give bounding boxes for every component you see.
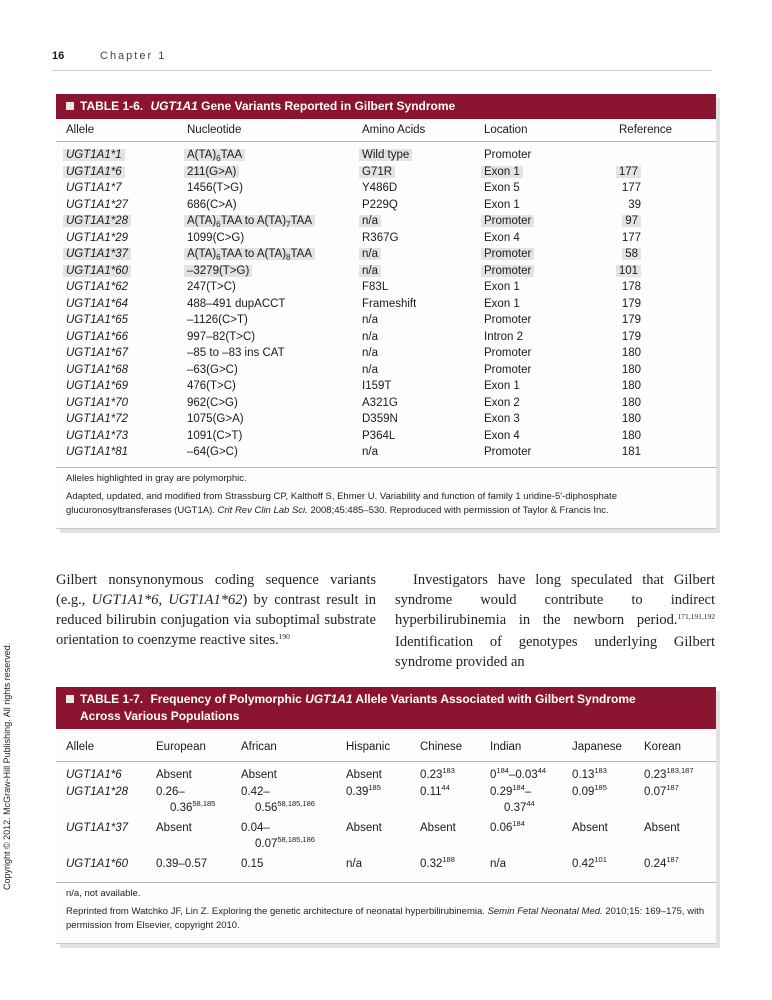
square-bullet-icon: [66, 695, 74, 703]
column-header: Indian: [490, 741, 522, 753]
african-cell: 0.04–: [241, 822, 270, 834]
african-cell: 0.56$^{58,185,186}$: [255, 799, 315, 814]
body-text-left: Gilbert nonsynonymous coding sequence variants (e.g., UGT1A1*6, UGT1A1*62) by contrast result in reduced bilirubin conjugation via suboptimal substrate orientation to coenzyme reactive sites.$^{190}$: [56, 572, 377, 648]
nucleotide-cell: –3279(T>G): [184, 265, 252, 277]
amino-acid-cell: n/a: [359, 215, 381, 227]
amino-acid-cell: Frameshift: [362, 297, 417, 310]
reference-cell: 177: [616, 166, 641, 178]
european-cell: 0.39–0.57: [156, 858, 208, 870]
japanese-cell: 0.09$^{185}$: [572, 783, 607, 798]
amino-acid-cell: P364L: [362, 429, 396, 442]
amino-acid-cell: n/a: [362, 347, 378, 359]
column-header: Allele: [66, 741, 95, 753]
table-row: [56, 856, 716, 878]
table-row: [56, 428, 716, 445]
chinese-cell: 0.23$^{183}$: [420, 766, 455, 781]
indian-cell: $0^{184}-0.03^{44}$: [490, 766, 547, 781]
amino-acid-cell: A321G: [362, 396, 398, 409]
african-cell: 0.42–: [241, 786, 270, 798]
european-cell: Absent: [156, 822, 192, 834]
body-text-right: Investigators have long speculated that Gilbert syndrome would contribute to indirect hyperbilirubinemia in the newborn period.$^{171,191,192}$ Identification of genotypes underlying Gilbert syndrome provided an: [395, 572, 715, 670]
location-cell: Exon 2: [484, 396, 520, 409]
nucleotide-cell: 211(G>A): [184, 166, 239, 178]
reference-cell: 58: [622, 248, 641, 260]
table-header-row: [56, 737, 716, 762]
gene-name: UGT1A1: [150, 99, 198, 113]
table-row: [56, 279, 716, 296]
allele-cell: UGT1A1*7: [66, 182, 122, 194]
reference-cell: 177: [621, 182, 641, 194]
reference-cell: 180: [621, 429, 641, 442]
amino-acid-cell: F83L: [362, 281, 389, 293]
hispanic-cell: Absent: [346, 822, 382, 834]
table-title: TABLE 1-7. Frequency of Polymorphic UGT1A1 Allele Variants Associated with Gilbert Syndrome Across Various Populations: [56, 687, 716, 729]
allele-cell: UGT1A1*69: [66, 380, 129, 392]
table-source: Reprinted from Watchko JF, Lin Z. Exploring the genetic architecture of neonatal hyperbilirubinemia. Semin Fetal Neonatal Med. 2010;15: 169–175, with permission from Elsevier, copyright 2010.: [66, 906, 705, 931]
location-cell: Exon 1: [484, 281, 520, 293]
indian-cell: n/a: [490, 858, 506, 870]
nucleotide-cell: 962(C>G): [187, 396, 238, 409]
table-note: n/a, not available.: [66, 888, 141, 899]
location-cell: Intron 2: [484, 330, 523, 343]
nucleotide-cell: $A(TA)_6TAA$ to $A(TA)_8TAA$: [184, 248, 315, 260]
table-header-row: [56, 119, 716, 142]
column-header: Amino Acids: [362, 124, 426, 136]
korean-cell: 0.07$^{187}$: [644, 783, 679, 798]
european-cell: 0.36$^{58,185}$: [170, 799, 216, 814]
table-row: [56, 820, 716, 856]
amino-acid-cell: n/a: [362, 363, 378, 376]
column-header: Japanese: [572, 741, 622, 753]
column-header: Reference: [619, 124, 673, 136]
location-cell: Exon 1: [484, 380, 520, 392]
location-cell: Promoter: [484, 446, 532, 458]
location-cell: Promoter: [484, 347, 532, 359]
table-row: [56, 444, 716, 461]
chapter-label: Chapter 1: [100, 50, 167, 62]
table-note: Alleles highlighted in gray are polymorphic.: [66, 472, 247, 484]
allele-cell: UGT1A1*66: [66, 330, 129, 343]
indian-cell: 0.06$^{184}$: [490, 819, 525, 834]
japanese-cell: Absent: [572, 822, 608, 834]
reference-cell: 180: [621, 363, 641, 376]
european-cell: 0.26–: [156, 786, 185, 798]
reference-cell: 39: [628, 198, 641, 211]
amino-acid-cell: P229Q: [362, 198, 398, 211]
allele-cell: UGT1A1*6: [63, 166, 125, 178]
table-row: [56, 784, 716, 820]
korean-cell: 0.23$^{183,187}$: [644, 766, 694, 781]
copyright-note: Copyright © 2012. McGraw-Hill Publishing. All rights reserved.: [2, 642, 12, 890]
table-row: [56, 147, 716, 164]
allele-cell: UGT1A1*28: [66, 786, 129, 798]
nucleotide-cell: –1126(C>T): [187, 314, 248, 326]
nucleotide-cell: –64(G>C): [187, 446, 238, 458]
table-row: [56, 164, 716, 181]
reference-cell: 178: [621, 281, 641, 293]
table-row: [56, 329, 716, 346]
allele-cell: UGT1A1*70: [66, 396, 129, 409]
allele-cell: UGT1A1*65: [66, 314, 129, 326]
location-cell: Promoter: [484, 314, 532, 326]
reference-cell: 101: [616, 265, 641, 277]
table-row: [56, 180, 716, 197]
nucleotide-cell: 1456(T>G): [187, 182, 243, 194]
column-header: African: [241, 741, 277, 753]
reference-cell: 97: [622, 215, 641, 227]
table-row: [56, 230, 716, 247]
column-header: Hispanic: [346, 741, 391, 753]
location-cell: Promoter: [481, 215, 534, 227]
chinese-cell: 0.32$^{188}$: [420, 855, 455, 870]
location-cell: Exon 5: [484, 182, 520, 194]
reference-cell: 180: [621, 347, 641, 359]
reference-cell: 179: [621, 330, 641, 343]
hispanic-cell: Absent: [346, 769, 382, 781]
amino-acid-cell: R367G: [362, 231, 399, 244]
korean-cell: Absent: [644, 822, 680, 834]
location-cell: Promoter: [484, 363, 532, 376]
table-1-7: [56, 687, 716, 944]
nucleotide-cell: 488–491 dupACCT: [187, 297, 286, 310]
table-row: [56, 362, 716, 379]
nucleotide-cell: 247(T>C): [187, 281, 236, 293]
column-header: Nucleotide: [187, 124, 242, 136]
location-cell: Promoter: [481, 248, 534, 260]
location-cell: Exon 1: [484, 297, 520, 310]
allele-cell: UGT1A1*37: [63, 248, 131, 260]
amino-acid-cell: n/a: [362, 446, 378, 458]
nucleotide-cell: –63(G>C): [187, 363, 238, 376]
nucleotide-cell: 1075(G>A): [187, 413, 244, 425]
japanese-cell: 0.13$^{183}$: [572, 766, 607, 781]
table-row: [56, 395, 716, 412]
amino-acid-cell: I159T: [362, 380, 392, 392]
japanese-cell: 0.42$^{101}$: [572, 855, 607, 870]
allele-cell: UGT1A1*37: [66, 822, 129, 834]
reference-cell: 181: [621, 446, 641, 458]
square-bullet-icon: [66, 102, 74, 110]
allele-cell: UGT1A1*28: [63, 215, 131, 227]
table-row: [56, 213, 716, 230]
amino-acid-cell: Wild type: [359, 149, 412, 161]
column-header: Location: [484, 124, 528, 136]
european-cell: Absent: [156, 769, 192, 781]
reference-cell: 179: [621, 314, 641, 326]
amino-acid-cell: Y486D: [362, 182, 398, 194]
african-cell: 0.07$^{58,185,186}$: [255, 835, 315, 850]
table-source: Adapted, updated, and modified from Strassburg CP, Kalthoff S, Ehmer U. Variability and function of family 1 uridine-5′-diphosphate glucuronosyltransferases (UGT1A). Crit Rev Clin Lab Sci. 2008;45:485–530. Reproduced with permission of Taylor & Francis Inc.: [66, 490, 617, 516]
page-header: [52, 50, 712, 71]
allele-cell: UGT1A1*27: [66, 198, 129, 211]
reference-cell: 180: [621, 413, 641, 425]
table-row: [56, 411, 716, 428]
amino-acid-cell: D359N: [362, 413, 398, 425]
table-row: [56, 197, 716, 214]
table-footnotes: [56, 467, 716, 528]
allele-cell: UGT1A1*62: [66, 281, 129, 293]
indian-cell: 0.37$^{44}$: [504, 799, 535, 814]
reference-cell: 180: [621, 380, 641, 392]
nucleotide-cell: $A(TA)_6TAA$: [184, 149, 245, 161]
location-cell: Exon 3: [484, 413, 520, 425]
allele-cell: UGT1A1*1: [63, 149, 125, 161]
column-header: Allele: [66, 124, 95, 136]
reference-cell: 179: [621, 297, 641, 310]
nucleotide-cell: $A(TA)_6TAA$ to $A(TA)_7TAA$: [184, 215, 315, 227]
reference-cell: 180: [621, 396, 641, 409]
african-cell: Absent: [241, 769, 277, 781]
allele-cell: UGT1A1*72: [66, 413, 129, 425]
location-cell: Exon 4: [484, 429, 520, 442]
location-cell: Exon 1: [484, 198, 520, 211]
hispanic-cell: 0.39$^{185}$: [346, 783, 381, 798]
table-body: [56, 142, 716, 467]
nucleotide-cell: –85 to –83 ins CAT: [187, 347, 285, 359]
column-header: Korean: [644, 741, 682, 753]
nucleotide-cell: 476(T>C): [187, 380, 236, 392]
amino-acid-cell: n/a: [362, 314, 378, 326]
table-title: TABLE 1-6. UGT1A1 Gene Variants Reported in Gilbert Syndrome: [56, 94, 716, 119]
reference-cell: 177: [621, 231, 641, 244]
chinese-cell: 0.11$^{44}$: [420, 783, 450, 798]
hispanic-cell: n/a: [346, 858, 362, 870]
location-cell: Exon 4: [484, 231, 520, 244]
nucleotide-cell: 1091(C>T): [187, 429, 243, 442]
allele-cell: UGT1A1*60: [66, 858, 129, 870]
table-row: [56, 345, 716, 362]
table-1-6: [56, 94, 716, 529]
table-row: [56, 312, 716, 329]
amino-acid-cell: G71R: [359, 166, 395, 178]
nucleotide-cell: 686(C>A): [187, 198, 237, 211]
location-cell: Promoter: [484, 149, 532, 161]
allele-cell: UGT1A1*81: [66, 446, 129, 458]
allele-cell: UGT1A1*6: [66, 769, 122, 781]
amino-acid-cell: n/a: [362, 330, 378, 343]
table-row: [56, 263, 716, 280]
table-row: [56, 767, 716, 784]
location-cell: Promoter: [481, 265, 534, 277]
allele-cell: UGT1A1*29: [66, 231, 129, 244]
table-body: [56, 762, 716, 882]
indian-cell: 0.29$^{184}$–: [490, 783, 532, 798]
table-row: [56, 378, 716, 395]
african-cell: 0.15: [241, 858, 264, 870]
amino-acid-cell: n/a: [359, 248, 381, 260]
table-row: [56, 296, 716, 313]
allele-cell: UGT1A1*64: [66, 297, 129, 310]
allele-cell: UGT1A1*67: [66, 347, 129, 359]
nucleotide-cell: 1099(C>G): [187, 231, 245, 244]
column-header: Chinese: [420, 741, 463, 753]
chinese-cell: Absent: [420, 822, 456, 834]
korean-cell: 0.24$^{187}$: [644, 855, 679, 870]
location-cell: Exon 1: [481, 166, 523, 178]
amino-acid-cell: n/a: [359, 265, 381, 277]
page-number: 16: [52, 50, 65, 62]
table-row: [56, 246, 716, 263]
column-header: European: [156, 741, 206, 753]
allele-cell: UGT1A1*60: [63, 265, 131, 277]
nucleotide-cell: 997–82(T>C): [187, 330, 256, 343]
table-footnotes: [56, 882, 716, 943]
allele-cell: UGT1A1*73: [66, 429, 129, 442]
allele-cell: UGT1A1*68: [66, 363, 129, 376]
